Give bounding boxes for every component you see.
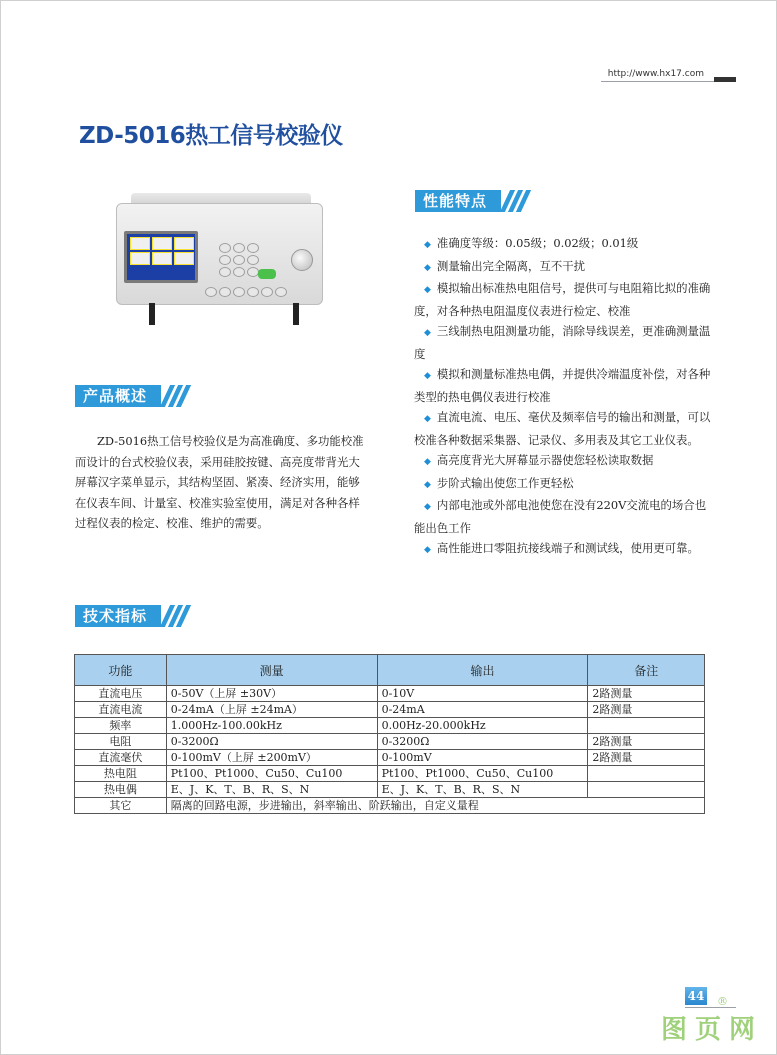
table-header-row xyxy=(75,655,705,686)
section-title-features: 性能特点 xyxy=(423,192,488,210)
section-header-overview xyxy=(75,385,193,407)
spec-table xyxy=(74,654,705,814)
feature-item: ◆ 高性能进口零阻抗接线端子和测试线，使用更可靠。 xyxy=(424,541,699,555)
feature-item: ◆ 模拟输出标准热电阻信号，提供可与电阻箱比拟的准确度，对各种热电阻温度仪表进行检定、校准 xyxy=(414,281,711,318)
table-row: 热电阻 Pt100、Pt1000、Cu50、Cu100 Pt100、Pt1000、Cu50、Cu100 xyxy=(75,766,705,782)
device-key xyxy=(219,243,231,253)
screen-tile xyxy=(152,237,172,250)
device-key xyxy=(275,287,287,297)
screen-tile xyxy=(152,252,172,265)
device-key xyxy=(233,255,245,265)
device-key xyxy=(247,243,259,253)
device-key xyxy=(233,287,245,297)
diamond-bullet-icon: ◆ xyxy=(424,240,431,250)
device-key xyxy=(205,287,217,297)
overview-text xyxy=(75,431,365,534)
diamond-bullet-icon: ◆ xyxy=(424,414,431,424)
device-enter-key xyxy=(258,269,276,279)
diamond-bullet-icon: ◆ xyxy=(424,262,431,273)
device-image xyxy=(101,191,331,339)
screen-tile xyxy=(174,252,194,265)
diamond-bullet-icon: ◆ xyxy=(424,328,431,338)
feature-item: ◆ 模拟和测量标准热电偶，并提供冷端温度补偿，对各种类型的热电偶仪表进行校准 xyxy=(414,367,711,404)
table-row: 直流电压 0-50V（上屏 ±30V） 0-10V 2路测量 xyxy=(75,686,705,702)
diamond-bullet-icon: ◆ xyxy=(424,545,431,555)
section-title-specs: 技术指标 xyxy=(83,607,148,625)
feature-item: ◆ 步阶式输出使您工作更轻松 xyxy=(424,475,574,490)
header-rule-accent xyxy=(714,77,736,82)
diamond-bullet-icon: ◆ xyxy=(424,479,431,490)
diamond-bullet-icon: ◆ xyxy=(424,502,431,512)
page-title: ZD-5016热工信号校验仪 xyxy=(79,123,343,149)
device-key xyxy=(233,267,245,277)
device-key xyxy=(261,287,273,297)
table-row: 直流毫伏 0-100mV（上屏 ±200mV） 0-100mV 2路测量 xyxy=(75,750,705,766)
header-url[interactable]: http://www.hx17.com xyxy=(607,69,704,79)
table-row: 频率 1.000Hz-100.00kHz 0.00Hz-20.000kHz xyxy=(75,718,705,734)
table-row: 直流电流 0-24mA（上屏 ±24mA） 0-24mA 2路测量 xyxy=(75,702,705,718)
feature-item: ◆ 高亮度背光大屏幕显示器使您轻松读取数据 xyxy=(424,453,654,467)
diamond-bullet-icon: ◆ xyxy=(424,285,431,295)
screen-tile xyxy=(130,252,150,265)
feature-item: ◆ 准确度等级：0.05级；0.02级；0.01级 xyxy=(424,236,639,250)
device-key xyxy=(247,287,259,297)
device-key xyxy=(247,255,259,265)
overview-paragraph: ZD-5016热工信号校验仪是为高准确度、多功能校准而设计的台式校验仪表，采用硅胶按键、高亮度带背光大屏幕汉字菜单显示，其结构坚固、紧凑、经济实用，能够在仪表车间、计量室、校准实验室使用，满足对各种各样过程仪表的检定、校准、维护的需要。 xyxy=(75,434,364,530)
column-header: 测量 xyxy=(166,655,377,686)
footer-rule xyxy=(685,1007,736,1008)
feature-item: ◆ 直流电流、电压、毫伏及频率信号的输出和测量，可以校准各种数据采集器、记录仪、多用表及其它工业仪表。 xyxy=(414,410,711,447)
device-leg xyxy=(149,303,155,325)
diamond-bullet-icon: ◆ xyxy=(424,457,431,467)
page-number: 44 xyxy=(685,987,707,1005)
device-leg xyxy=(293,303,299,325)
device-knob xyxy=(291,249,313,271)
device-key xyxy=(219,267,231,277)
watermark: 图页网 xyxy=(661,1015,764,1045)
diamond-bullet-icon: ◆ xyxy=(424,371,431,381)
section-header-features xyxy=(415,190,533,212)
feature-list xyxy=(414,233,714,561)
column-header: 备注 xyxy=(588,655,705,686)
column-header: 功能 xyxy=(75,655,167,686)
table-row: 热电偶 E、J、K、T、B、R、S、N E、J、K、T、B、R、S、N xyxy=(75,782,705,798)
device-screen xyxy=(124,231,198,283)
feature-item: ◆ 测量输出完全隔离，互不干扰 xyxy=(424,258,586,273)
device-key xyxy=(219,255,231,265)
device-key xyxy=(233,243,245,253)
section-header-specs xyxy=(75,605,193,627)
device-key xyxy=(219,287,231,297)
column-header: 输出 xyxy=(377,655,588,686)
section-title-overview: 产品概述 xyxy=(83,387,148,405)
feature-item: ◆ 内部电池或外部电池使您在没有220V交流电的场合也能出色工作 xyxy=(414,498,707,535)
watermark-registered-mark: ® xyxy=(717,995,728,1008)
screen-tile xyxy=(130,237,150,250)
table-row: 电阻 0-3200Ω 0-3200Ω 2路测量 xyxy=(75,734,705,750)
table-row: 其它 隔离的回路电源，步进输出，斜率输出、阶跃输出，自定义量程 xyxy=(75,798,705,814)
feature-item: ◆ 三线制热电阻测量功能，消除导线误差，更准确测量温度 xyxy=(414,324,711,361)
screen-tile xyxy=(174,237,194,250)
